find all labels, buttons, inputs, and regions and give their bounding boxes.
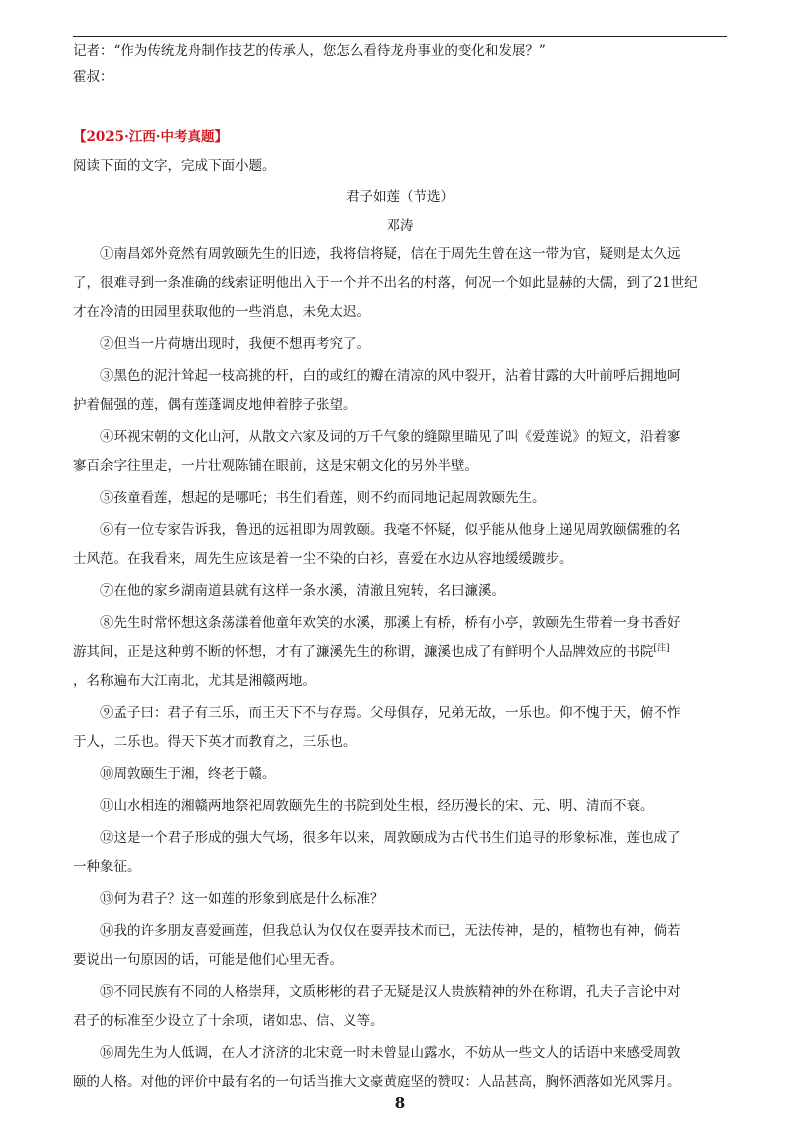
paragraph-5 <box>73 484 727 513</box>
paragraph-line-text: 游其间，正是这种剪不断的怀想，才有了濂溪先生的称谓，濂溪也成了有鲜明个人品牌效应的书院 <box>73 644 654 660</box>
paragraph-line: 颐的人格。对他的评价中最有名的一句话当推大文豪黄庭坚的赞叹：人品甚高，胸怀洒落如光风霁月。 <box>73 1074 681 1090</box>
paragraph-line: 君子的标准至少设立了十余项，诸如忠、信、义等。 <box>73 1013 384 1029</box>
reporter-question: 记者：“作为传统龙舟制作技艺的传承人，您怎么看待龙舟事业的变化和发展？” <box>73 43 546 59</box>
paragraph-line: ③黑色的泥汁耸起一枝高挑的杆，白的或红的瓣在清凉的风中裂开，沾着甘露的大叶前呼后拥地呵 <box>100 368 681 384</box>
paragraph-line-with-note <box>73 638 727 667</box>
paragraph-line: ①南昌郊外竟然有周敦颐先生的旧迹，我将信将疑，信在于周先生曾在这一带为官，疑则是太久远 <box>100 246 681 262</box>
paragraph-15 <box>73 978 727 1036</box>
paragraph-13 <box>73 885 727 914</box>
paragraph-7 <box>73 577 727 606</box>
paragraph-16 <box>73 1039 727 1097</box>
article-author: 邓涛 <box>386 218 414 234</box>
paragraph-12 <box>73 824 727 882</box>
paragraph-line: 于人，二乐也。得天下英才而教育之，三乐也。 <box>73 734 357 750</box>
paragraph-4 <box>73 423 727 481</box>
paragraph-11 <box>73 792 727 821</box>
page-content <box>73 36 727 1100</box>
paragraph-line: ⑮不同民族有不同的人格崇拜，文质彬彬的君子无疑是汉人贵族精神的外在称谓，孔夫子言论中对 <box>100 984 681 1000</box>
paragraph-8 <box>73 609 727 696</box>
paragraph-2 <box>73 330 727 359</box>
paragraph-line: 要说出一句原因的话，可能是他们心里无香。 <box>73 952 343 968</box>
article-body <box>73 240 727 1097</box>
paragraph-line: 寥百余字往里走，一片壮观陈铺在眼前，这是宋朝文化的另外半壁。 <box>73 458 478 474</box>
paragraph-9 <box>73 699 727 757</box>
paragraph-line: ⑦在他的家乡湖南道县就有这样一条水溪，清澈且宛转，名曰濂溪。 <box>100 583 505 599</box>
paragraph-6 <box>73 516 727 574</box>
paragraph-1 <box>73 240 727 327</box>
article-title: 君子如莲（节选） <box>346 189 454 205</box>
paragraph-line: ⑥有一位专家告诉我，鲁迅的远祖即为周敦颐。我毫不怀疑，似乎能从他身上递见周敦颐儒雅的名 <box>100 522 681 538</box>
paragraph-line: ④环视宋朝的文化山河，从散文六家及词的万千气象的缝隙里瞄见了叫《爱莲说》的短文，沿着寥 <box>100 429 681 445</box>
paragraph-line: ⑫这是一个君子形成的强大气场，很多年以来，周敦颐成为古代书生们追寻的形象标准，莲也成了 <box>100 830 681 846</box>
paragraph-line: ⑪山水相连的湘赣两地祭祀周敦颐先生的书院到处生根，经历漫长的宋、元、明、清而不衰。 <box>100 798 654 814</box>
paragraph-line: ⑭我的许多朋友喜爱画莲，但我总认为仅仅在耍弄技术而已，无法传神，是的，植物也有神，倘若 <box>100 923 681 939</box>
paragraph-line: ⑧先生时常怀想这条荡漾着他童年欢笑的水溪，那溪上有桥，桥有小亭，敦颐先生带着一身书香好 <box>100 615 681 631</box>
footnote-mark: [注] <box>653 643 670 654</box>
dialogue-block <box>73 41 727 87</box>
paragraph-line: 了，很难寻到一条准确的线索证明他出入于一个并不出名的村落，何况一个如此显赫的大儒，到了21世纪 <box>73 275 698 291</box>
instruction: 阅读下面的文字，完成下面小题。 <box>73 158 276 174</box>
paragraph-line: ，名称遍布大江南北，尤其是湘赣两地。 <box>73 673 316 689</box>
paragraph-line: ⑬何为君子？这一如莲的形象到底是什么标准？ <box>100 891 384 907</box>
page-number: 8 <box>394 1094 406 1112</box>
paragraph-line: 一种象征。 <box>73 859 141 875</box>
paragraph-line: ⑩周敦颐生于湘，终老于赣。 <box>100 766 276 782</box>
paragraph-line: 才在冷清的田园里获取他的一些消息，未免太迟。 <box>73 304 370 320</box>
source-tag: 【2025·江西·中考真题】 <box>73 129 228 145</box>
paragraph-10 <box>73 760 727 789</box>
paragraph-line: ②但当一片荷塘出现时，我便不想再考究了。 <box>100 336 370 352</box>
paragraph-14 <box>73 917 727 975</box>
paragraph-line: ⑨孟子曰：君子有三乐，而王天下不与存焉。父母俱存，兄弟无故，一乐也。仰不愧于天，俯不怍 <box>100 705 681 721</box>
answer-prompt: 霍叔： <box>73 69 114 85</box>
paragraph-line: 士风范。在我看来，周先生应该是着一尘不染的白衫，喜爱在水边从容地缓缓踱步。 <box>73 551 573 567</box>
paragraph-3 <box>73 362 727 420</box>
paragraph-line: 护着倔强的莲，偶有莲蓬调皮地伸着脖子张望。 <box>73 397 357 413</box>
paragraph-line: ⑯周先生为人低调，在人才济济的北宋竟一时未曾显山露水，不妨从一些文人的话语中来感受周敦 <box>100 1045 681 1061</box>
paragraph-line: ⑤孩童看莲，想起的是哪吒；书生们看莲，则不约而同地记起周敦颐先生。 <box>100 490 546 506</box>
